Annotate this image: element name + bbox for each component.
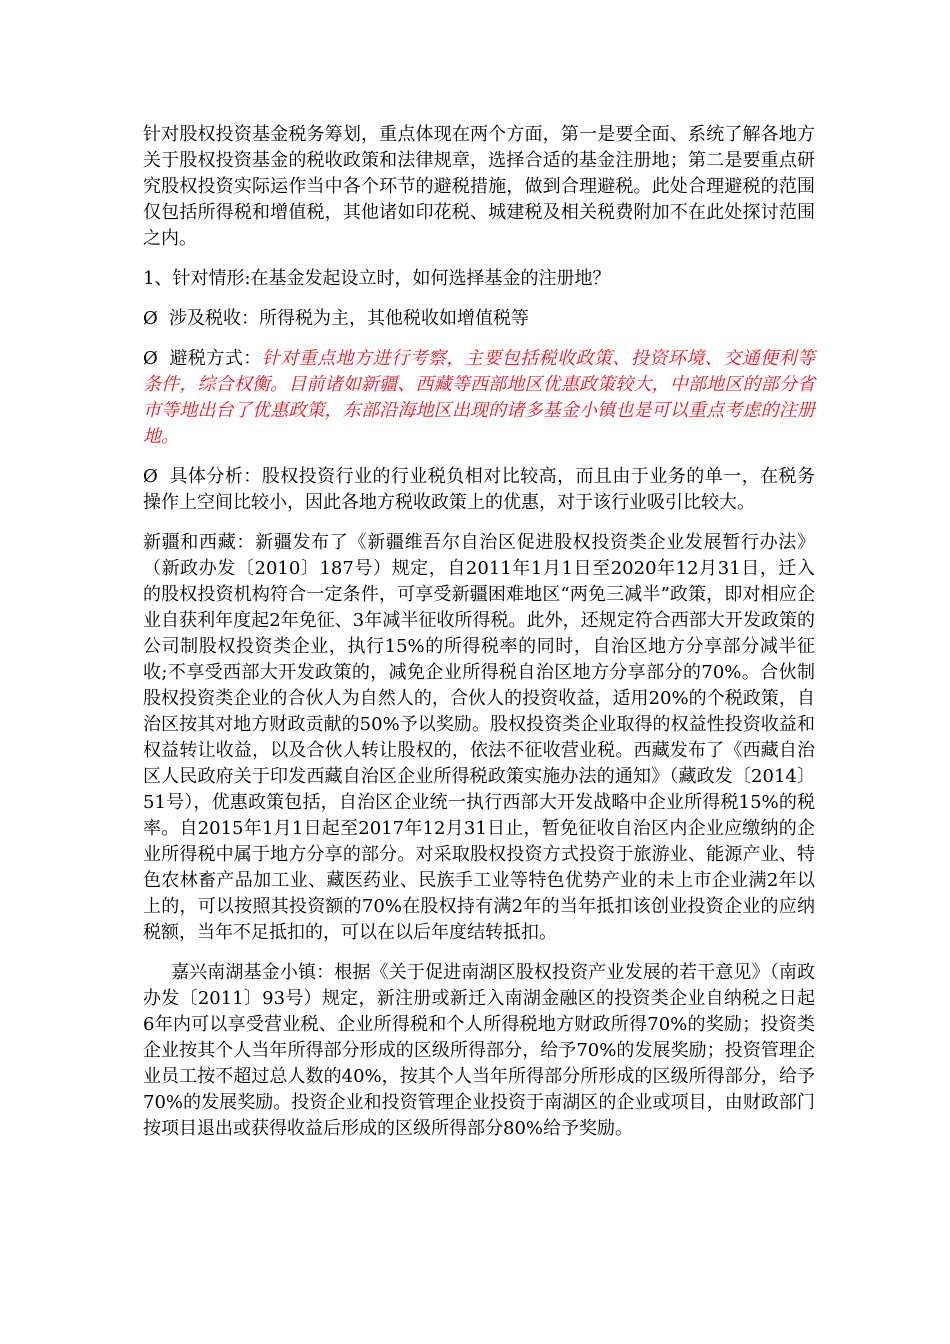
bullet-avoidance-method [143,346,815,450]
jiaxing-paragraph: 嘉兴南湖基金小镇：根据《关于促进南湖区股权投资产业发展的若干意见》（南政办发〔2011〕93号）规定，新注册或新迁入南湖金融区的投资类企业自纳税之日起6年内可以享受营业税、企业所得税和个人所得税地方财政所得70%的奖励；投资类企业按其个人当年所得部分形成的区级所得部分，给予70%的发展奖励；投资管理企业员工按不超过总人数的40%，按其个人当年所得部分所形成的区级所得部分，给予70%的发展奖励。投资企业和投资管理企业投资于南湖区的企业或项目，由财政部门按项目退出或获得收益后形成的区级所得部分80%给予奖励。 [143,962,815,1139]
document-body [143,122,815,1156]
bullet-analysis [143,464,815,516]
bullet-text: 股权投资行业的行业税负相对比较高，而且由于业务的单一，在税务操作上空间比较小，因此各地方税收政策上的优惠，对于该行业吸引比较大。 [143,466,816,513]
bullet-marker: Ø [143,348,158,369]
bullet-text-highlight: 针对重点地方进行考察，主要包括税收政策、投资环境、交通便利等条件，综合权衡。目前诸如新疆、西藏等西部地区优惠政策较大，中部地区的部分省市等地出台了优惠政策，东部沿海地区出现的诸多基金小镇也是可以重点考虑的注册地。 [143,348,816,447]
bullet-marker: Ø [143,466,158,487]
section1-title: 1、针对情形:在基金发起设立时，如何选择基金的注册地？ [143,268,611,289]
bullet-label: 涉及税收： [169,308,259,329]
xinjiang-tibet-paragraph: 新疆和西藏：新疆发布了《新疆维吾尔自治区促进股权投资类企业发展暂行办法》（新政办发〔2010〕187号）规定，自2011年1月1日至2020年12月31日，迁入的股权投资机构符合一定条件，可享受新疆困难地区“两免三减半”政策，即对相应企业自获利年度起2年免征、3年减半征收所得税。此外，还规定符合西部大开发政策的公司制股权投资类企业，执行15%的所得税率的同时，自治区地方分享部分减半征收;不享受西部大开发政策的，减免企业所得税自治区地方分享部分的70%。合伙制股权投资类企业的合伙人为自然人的，合伙人的投资收益，适用20%的个税政策，自治区按其对地方财政贡献的50%予以奖励。股权投资类企业取得的权益性投资收益和权益转让收益，以及合伙人转让股权的，依法不征收营业税。西藏发布了《西藏自治区人民政府关于印发西藏自治区企业所得税政策实施办法的通知》（藏政发〔2014〕51号），优惠政策包括，自治区企业统一执行西部大开发战略中企业所得税15%的税率。自2015年1月1日起至2017年12月31日止，暂免征收自治区内企业应缴纳的企业所得税中属于地方分享的部分。对采取股权投资方式投资于旅游业、能源产业、特色农林畜产品加工业、藏医药业、民族手工业等特色优势产业的未上市企业满2年以上的，可以按照其投资额的70%在股权持有满2年的当年抵扣该创业投资企业的应纳税额，当年不足抵扣的，可以在以后年度结转抵扣。 [143,532,815,943]
bullet-text: 所得税为主，其他税收如增值税等 [259,308,529,329]
bullet-label: 具体分析： [169,466,262,487]
bullet-marker: Ø [143,308,158,329]
bullet-label: 避税方式： [169,348,262,369]
bullet-tax-involved [143,306,815,332]
intro-paragraph: 针对股权投资基金税务筹划，重点体现在两个方面，第一是要全面、系统了解各地方关于股权投资基金的税收政策和法律规章，选择合适的基金注册地；第二是要重点研究股权投资实际运作当中各个环节的避税措施，做到合理避税。此处合理避税的范围仅包括所得税和增值税，其他诸如印花税、城建税及相关税费附加不在此处探讨范围之内。 [143,124,815,249]
